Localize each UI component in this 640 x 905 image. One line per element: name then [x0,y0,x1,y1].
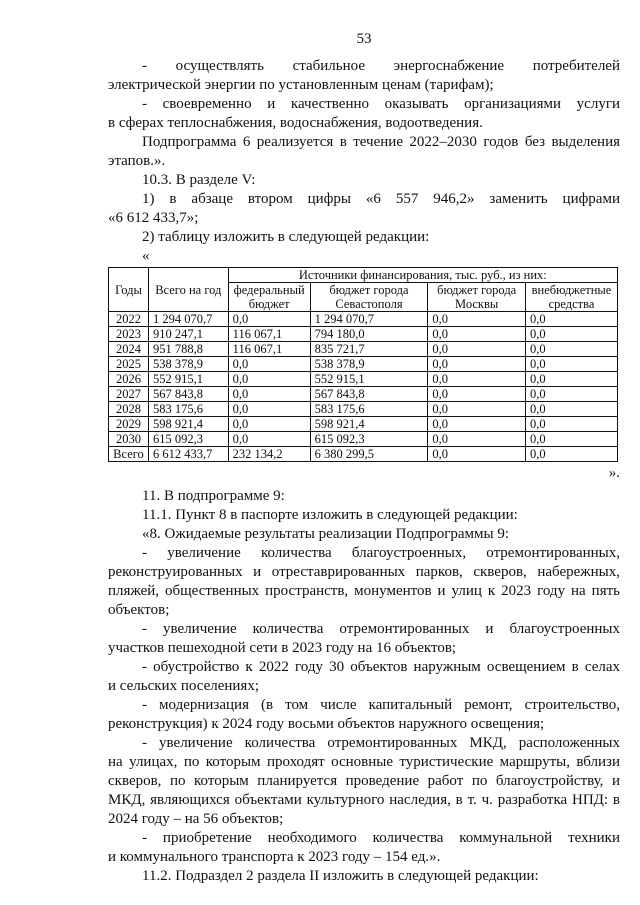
amount-cell: 538 378,9 [148,357,228,372]
table-row [109,387,618,402]
amount-cell: 552 915,1 [310,372,428,387]
amount-cell: 0,0 [428,327,526,342]
amount-cell: 0,0 [526,357,618,372]
table-row [109,417,618,432]
item-2: 2) таблицу изложить в следующей редакции: [142,229,430,245]
header-federal: федеральный бюджет [228,283,310,312]
paragraph-first-line: - увеличение количества отремонтированных и благоустроенных [142,621,620,637]
amount-cell: 583 175,6 [148,402,228,417]
amount-cell: 0,0 [428,447,526,462]
amount-cell: 0,0 [526,312,618,327]
table-row [109,357,618,372]
amount-cell: 567 843,8 [310,387,428,402]
table-body [109,312,618,462]
amount-cell: 6 612 433,7 [148,447,228,462]
amount-cell: 835 721,7 [310,342,428,357]
year-cell: 2024 [109,342,149,357]
paragraph-continuation: и сельских поселениях; [108,678,259,694]
amount-cell: 0,0 [428,357,526,372]
amount-cell: 794 180,0 [310,327,428,342]
amount-cell: 0,0 [428,372,526,387]
table-row [109,327,618,342]
open-quote: « [142,248,150,264]
amount-cell: 0,0 [526,387,618,402]
amount-cell: 0,0 [228,387,310,402]
paragraph-first-line: - обустройство к 2022 году 30 объектов наружным освещением в селах [142,659,620,675]
amount-cell: 598 921,4 [148,417,228,432]
amount-cell: 0,0 [428,342,526,357]
section-11-1: 11.1. Пункт 8 в паспорте изложить в следующей редакции: [142,507,518,523]
paragraph-continuation: этапов.». [108,153,166,169]
header-sevastopol: бюджет города Севастополя [310,283,428,312]
amount-cell: 0,0 [228,372,310,387]
year-cell: 2029 [109,417,149,432]
year-cell: 2028 [109,402,149,417]
amount-cell: 6 380 299,5 [310,447,428,462]
table-row [109,447,618,462]
table-row [109,402,618,417]
amount-cell: 583 175,6 [310,402,428,417]
section-8-title: «8. Ожидаемые результаты реализации Подпрограммы 9: [142,526,509,542]
paragraph-first-line: - осуществлять стабильное энергоснабжение потребителей [142,58,620,74]
page-number: 53 [356,31,372,47]
year-cell: 2022 [109,312,149,327]
document-page [108,30,620,886]
year-cell: Всего [109,447,149,462]
amount-cell: 552 915,1 [148,372,228,387]
amount-cell: 910 247,1 [148,327,228,342]
year-cell: 2025 [109,357,149,372]
paragraph-first-line: - приобретение необходимого количества коммунальной техники [142,830,620,846]
header-moscow: бюджет города Москвы [428,283,526,312]
amount-cell: 0,0 [428,312,526,327]
amount-cell: 615 092,3 [310,432,428,447]
paragraph-continuation: реконструкция) к 2024 году восьми объектов наружного освещения; [108,716,545,732]
amount-cell: 0,0 [526,342,618,357]
amount-cell: 1 294 070,7 [148,312,228,327]
amount-cell: 0,0 [228,402,310,417]
amount-cell: 116 067,1 [228,327,310,342]
amount-cell: 116 067,1 [228,342,310,357]
amount-cell: 951 788,8 [148,342,228,357]
table-row [109,432,618,447]
paragraph-continuation: на улицах, по которым проходят основные туристические маршруты, вблизи скверов, по которым планируется проведение работ по благоустройству, и МКД, являющихся объектами культурного наследия, в т. ч. разработка НПД: в 2024 году – на 56 объектов; [108,754,620,827]
table-row [109,372,618,387]
amount-cell: 0,0 [228,357,310,372]
amount-cell: 538 378,9 [310,357,428,372]
item-1-rest: «6 612 433,7»; [108,210,199,226]
paragraph-continuation: в сферах теплоснабжения, водоснабжения, водоотведения. [108,115,483,131]
table-row [109,342,618,357]
paragraph-first-line: - своевременно и качественно оказывать организациями услуги [142,96,620,112]
bottom-paragraphs [108,544,620,867]
amount-cell: 0,0 [526,417,618,432]
amount-cell: 598 921,4 [310,417,428,432]
paragraph-continuation: и коммунального транспорта к 2023 году – 154 ед.». [108,849,441,865]
paragraph-first-line: - увеличение количества отремонтированных МКД, расположенных [142,735,620,751]
year-cell: 2026 [109,372,149,387]
amount-cell: 0,0 [228,417,310,432]
year-cell: 2023 [109,327,149,342]
amount-cell: 0,0 [526,327,618,342]
table-row [109,312,618,327]
paragraph-first-line: - модернизация (в том числе капитальный ремонт, строительство, [142,697,620,713]
amount-cell: 0,0 [428,402,526,417]
section-11: 11. В подпрограмме 9: [142,488,285,504]
header-extrabudget: внебюджетные средства [526,283,618,312]
year-cell: 2027 [109,387,149,402]
paragraph-continuation: электрической энергии по установленным ценам (тарифам); [108,77,494,93]
close-quote: ». [608,465,620,481]
amount-cell: 0,0 [526,402,618,417]
amount-cell: 1 294 070,7 [310,312,428,327]
amount-cell: 567 843,8 [148,387,228,402]
amount-cell: 0,0 [428,417,526,432]
paragraph-first-line: Подпрограмма 6 реализуется в течение 2022–2030 годов без выделения [142,134,620,150]
amount-cell: 0,0 [526,447,618,462]
year-cell: 2030 [109,432,149,447]
amount-cell: 0,0 [228,432,310,447]
amount-cell: 0,0 [428,387,526,402]
top-paragraphs [108,57,620,171]
amount-cell: 615 092,3 [148,432,228,447]
header-sources: Источники финансирования, тыс. руб., из них: [228,268,617,283]
header-total: Всего на год [148,268,228,312]
amount-cell: 232 134,2 [228,447,310,462]
item-1-first-line: 1) в абзаце втором цифры «6 557 946,2» заменить цифрами [142,191,620,207]
amount-cell: 0,0 [526,432,618,447]
financing-table [108,267,618,462]
paragraph-continuation: участков пешеходной сети в 2023 году на 16 объектов; [108,640,457,656]
section-10-3: 10.3. В разделе V: [142,172,256,188]
paragraph-first-line: - увеличение количества благоустроенных, отремонтированных, [142,545,620,561]
amount-cell: 0,0 [228,312,310,327]
paragraph-continuation: реконструированных и отреставрированных парков, скверов, набережных, пляжей, общественных пространств, монументов и улиц к 2023 году на пять объектов; [108,564,620,618]
header-years: Годы [109,268,149,312]
amount-cell: 0,0 [526,372,618,387]
section-11-2: 11.2. Подраздел 2 раздела II изложить в следующей редакции: [142,868,539,884]
amount-cell: 0,0 [428,432,526,447]
